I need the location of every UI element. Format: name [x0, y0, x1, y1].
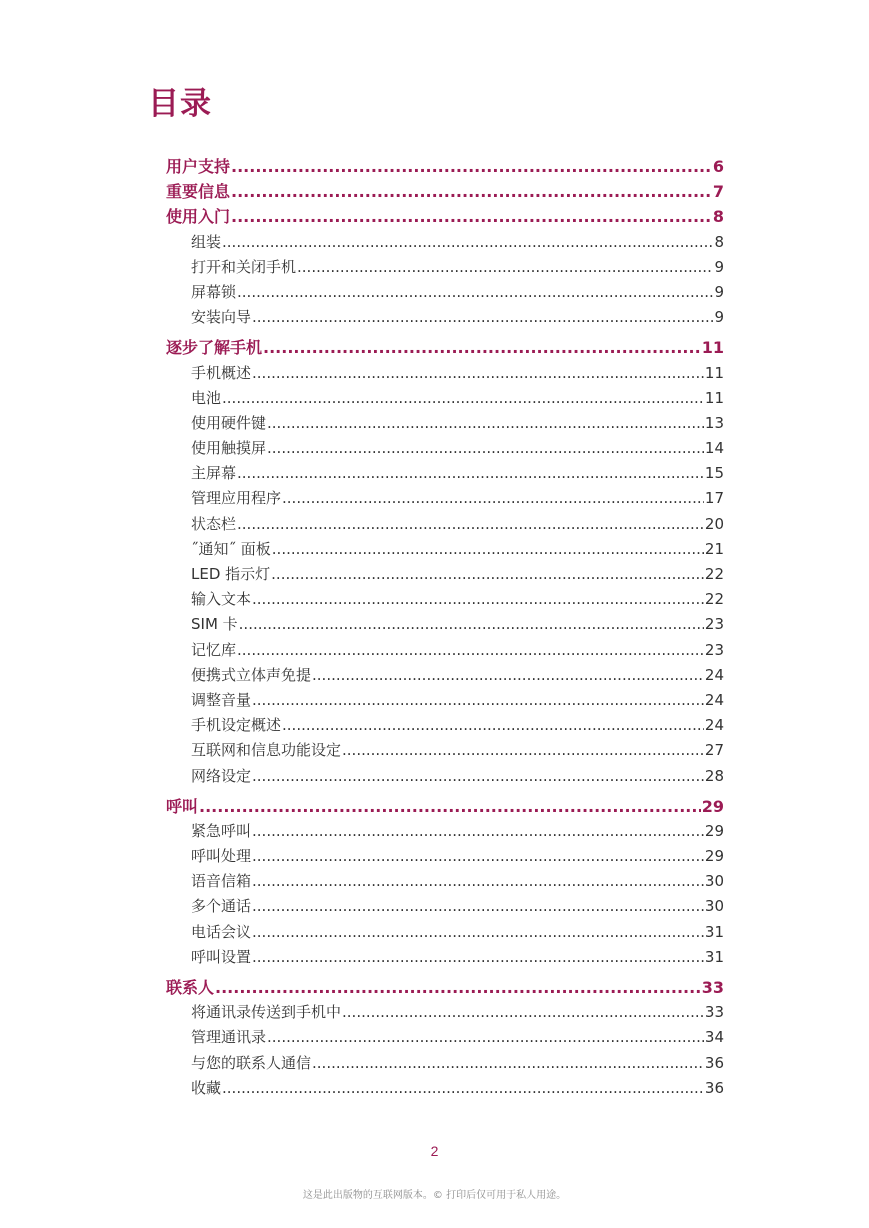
dot-leader: [252, 361, 704, 386]
dot-leader: [252, 844, 704, 869]
toc-entry-page: 11: [704, 388, 724, 407]
toc-entry-page: 31: [704, 922, 724, 941]
toc-entry-label: SIM 卡: [191, 615, 238, 634]
toc-entry[interactable]: [166, 512, 724, 537]
table-of-contents: [166, 154, 724, 1101]
toc-entry-label: ˝通知˝ 面板: [191, 539, 271, 558]
toc-entry-page: 28: [704, 766, 724, 785]
page-title: 目录: [148, 86, 212, 122]
toc-entry-label: 主屏幕: [191, 464, 237, 483]
toc-entry-page: 24: [704, 665, 724, 684]
toc-entry-page: 23: [704, 640, 724, 659]
toc-entry-page: 29: [704, 847, 724, 866]
toc-entry-label: 便携式立体声免提: [191, 665, 312, 684]
toc-entry-page: 36: [704, 1078, 724, 1097]
toc-entry[interactable]: [166, 869, 724, 894]
toc-chapter[interactable]: [166, 179, 724, 204]
toc-entry[interactable]: [166, 486, 724, 511]
dot-leader: [237, 512, 704, 537]
toc-entry-label: 屏幕锁: [191, 282, 237, 301]
dot-leader: [282, 713, 704, 738]
toc-entry-label: 记忆库: [191, 640, 237, 659]
toc-chapter-label: 用户支持: [166, 157, 231, 176]
toc-entry[interactable]: [166, 461, 724, 486]
dot-leader: [231, 179, 712, 204]
toc-entry-label: 与您的联系人通信: [191, 1053, 312, 1072]
toc-entry[interactable]: [166, 920, 724, 945]
toc-entry[interactable]: [166, 386, 724, 411]
dot-leader: [252, 764, 704, 789]
toc-entry-label: 打开和关闭手机: [191, 257, 297, 276]
toc-chapter-label: 重要信息: [166, 182, 231, 202]
toc-entry-page: 17: [704, 489, 724, 508]
toc-entry-page: 34: [704, 1028, 724, 1047]
dot-leader: [267, 411, 704, 436]
dot-leader: [215, 975, 701, 1000]
toc-entry-label: LED 指示灯: [191, 565, 271, 583]
dot-leader: [252, 587, 704, 612]
toc-entry-label: 手机设定概述: [191, 716, 282, 735]
toc-chapter-label: 使用入门: [166, 207, 231, 227]
toc-entry-label: 组装: [191, 232, 222, 251]
dot-leader: [237, 638, 704, 663]
toc-entry-label: 紧急呼叫: [191, 821, 252, 840]
dot-leader: [263, 335, 701, 360]
toc-entry-label: 收藏: [191, 1078, 222, 1097]
toc-chapter[interactable]: [166, 204, 724, 229]
toc-chapter-label: 联系人: [166, 978, 215, 997]
toc-entry-page: 29: [704, 821, 724, 840]
dot-leader: [252, 305, 713, 330]
toc-entry[interactable]: [166, 1076, 724, 1101]
toc-entry-label: 互联网和信息功能设定: [191, 741, 342, 760]
toc-entry-page: 33: [704, 1003, 724, 1022]
toc-entry[interactable]: [166, 688, 724, 713]
toc-entry[interactable]: [166, 819, 724, 844]
toc-entry[interactable]: [166, 1025, 724, 1050]
toc-entry-page: 22: [704, 565, 724, 583]
dot-leader: [199, 794, 701, 819]
toc-entry[interactable]: [166, 844, 724, 869]
footer-note: 这是此出版物的互联网版本。© 打印后仅可用于私人用途。: [302, 1190, 567, 1201]
dot-leader: [342, 738, 704, 763]
toc-entry-label: 语音信箱: [191, 872, 252, 891]
toc-entry[interactable]: [166, 1000, 724, 1025]
dot-leader: [342, 1000, 704, 1025]
toc-entry[interactable]: [166, 562, 724, 587]
dot-leader: [222, 386, 704, 411]
dot-leader: [231, 154, 712, 179]
toc-entry-label: 调整音量: [191, 690, 252, 709]
dot-leader: [252, 920, 704, 945]
toc-entry[interactable]: [166, 764, 724, 789]
toc-entry-page: 23: [704, 615, 724, 634]
toc-entry-page: 27: [704, 741, 724, 760]
dot-leader: [312, 663, 704, 688]
toc-entry[interactable]: [166, 945, 724, 970]
toc-entry-label: 使用触摸屏: [191, 439, 267, 458]
toc-entry-label: 管理应用程序: [191, 489, 282, 508]
toc-entry-label: 呼叫处理: [191, 847, 252, 866]
dot-leader: [231, 204, 712, 229]
toc-entry[interactable]: [166, 537, 724, 562]
toc-entry-label: 状态栏: [191, 514, 237, 533]
toc-entry-label: 使用硬件键: [191, 413, 267, 432]
dot-leader: [267, 1025, 704, 1050]
toc-entry-page: 9: [714, 308, 724, 327]
toc-entry-page: 22: [704, 590, 724, 609]
toc-chapter-page: 6: [712, 157, 724, 176]
toc-entry-label: 多个通话: [191, 897, 252, 916]
dot-leader: [267, 436, 704, 461]
dot-leader: [222, 1076, 704, 1101]
toc-entry-label: 呼叫设置: [191, 947, 252, 966]
toc-entry-page: 24: [704, 690, 724, 709]
toc-entry[interactable]: [166, 436, 724, 461]
toc-entry-label: 手机概述: [191, 363, 252, 382]
toc-entry[interactable]: [166, 305, 724, 330]
toc-chapter[interactable]: [166, 794, 724, 819]
toc-chapter-page: 29: [701, 796, 724, 816]
toc-entry-page: 30: [704, 897, 724, 916]
toc-entry[interactable]: [166, 230, 724, 255]
toc-chapter-label: 呼叫: [166, 796, 199, 816]
toc-entry[interactable]: [166, 411, 724, 436]
page-number: 2: [430, 1143, 439, 1159]
dot-leader: [239, 612, 704, 637]
toc-entry-page: 30: [704, 872, 724, 891]
toc-entry[interactable]: [166, 361, 724, 386]
toc-entry-page: 8: [714, 232, 724, 251]
dot-leader: [252, 688, 704, 713]
toc-entry-label: 电池: [191, 388, 222, 407]
toc-entry-page: 11: [704, 363, 724, 382]
toc-chapter-page: 8: [712, 207, 724, 227]
toc-entry-label: 安装向导: [191, 308, 252, 327]
dot-leader: [272, 537, 704, 562]
toc-entry[interactable]: [166, 738, 724, 763]
toc-entry-label: 管理通讯录: [191, 1028, 267, 1047]
toc-entry[interactable]: [166, 612, 724, 637]
toc-entry-label: 输入文本: [191, 590, 252, 609]
dot-leader: [252, 894, 704, 919]
dot-leader: [222, 230, 713, 255]
toc-entry[interactable]: [166, 663, 724, 688]
toc-entry-label: 电话会议: [191, 922, 252, 941]
toc-entry[interactable]: [166, 713, 724, 738]
toc-entry[interactable]: [166, 280, 724, 305]
toc-entry-page: 9: [714, 257, 724, 276]
toc-chapter-page: 7: [712, 182, 724, 202]
toc-entry-label: 网络设定: [191, 766, 252, 785]
dot-leader: [271, 562, 704, 587]
toc-entry[interactable]: [166, 894, 724, 919]
toc-chapter-page: 33: [701, 978, 724, 997]
dot-leader: [252, 945, 704, 970]
toc-entry-label: 将通讯录传送到手机中: [191, 1003, 342, 1022]
toc-entry-page: 14: [704, 439, 724, 458]
toc-entry-page: 36: [704, 1053, 724, 1072]
toc-entry[interactable]: [166, 255, 724, 280]
toc-entry-page: 24: [704, 716, 724, 735]
dot-leader: [237, 461, 704, 486]
toc-entry-page: 21: [704, 539, 724, 558]
toc-entry[interactable]: [166, 1051, 724, 1076]
toc-entry-page: 15: [704, 464, 724, 483]
toc-entry[interactable]: [166, 587, 724, 612]
toc-chapter-page: 11: [701, 338, 724, 358]
dot-leader: [297, 255, 713, 280]
toc-entry-page: 20: [704, 514, 724, 533]
dot-leader: [282, 486, 704, 511]
toc-entry-page: 13: [704, 413, 724, 432]
toc-entry-page: 9: [714, 282, 724, 301]
dot-leader: [252, 869, 704, 894]
dot-leader: [237, 280, 713, 305]
toc-entry[interactable]: [166, 638, 724, 663]
toc-chapter-label: 逐步了解手机: [166, 338, 263, 358]
dot-leader: [312, 1051, 704, 1076]
toc-chapter[interactable]: [166, 335, 724, 360]
toc-entry-page: 31: [704, 947, 724, 966]
toc-chapter[interactable]: [166, 975, 724, 1000]
toc-chapter[interactable]: [166, 154, 724, 179]
dot-leader: [252, 819, 704, 844]
